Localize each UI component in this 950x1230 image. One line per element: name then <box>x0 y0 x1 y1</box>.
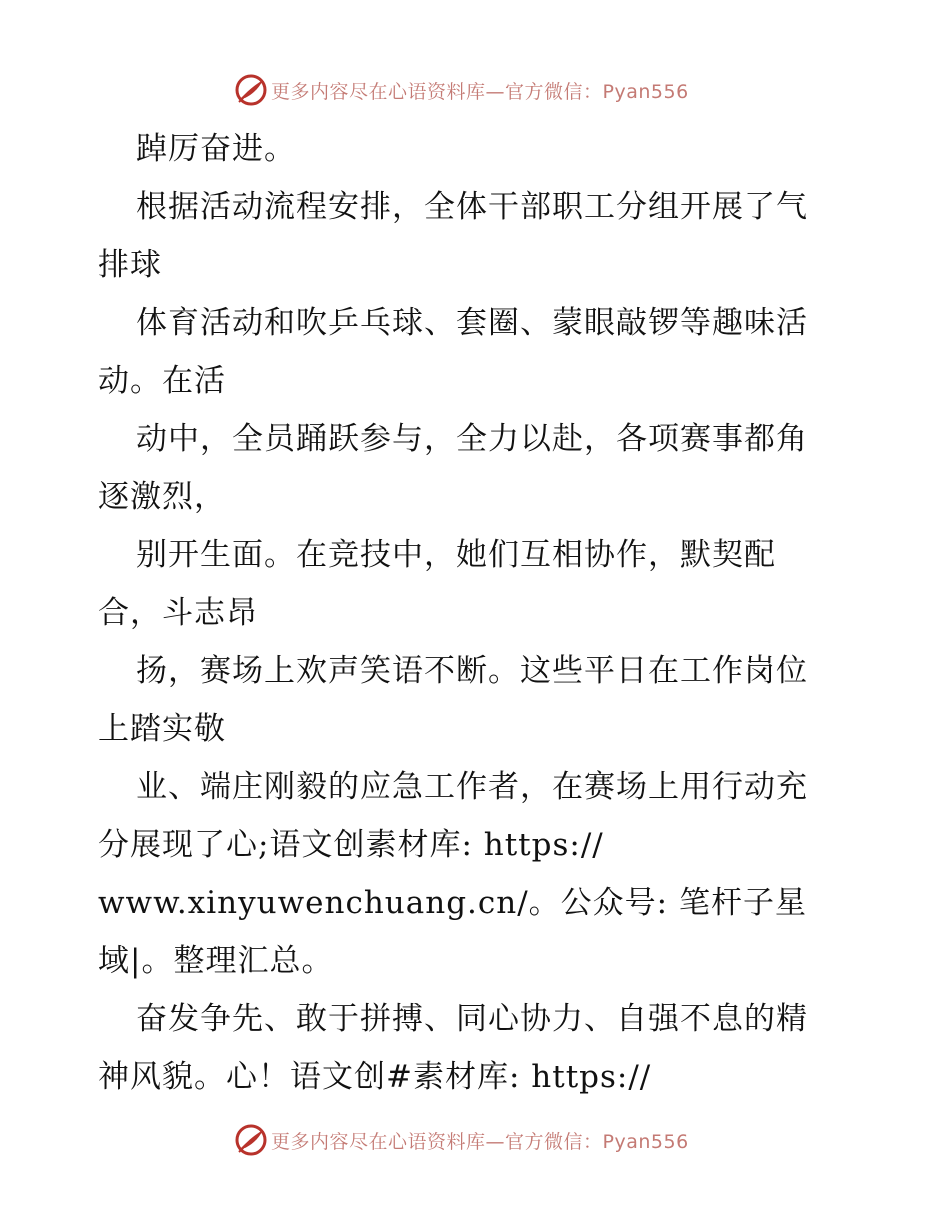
body-line: 域|。整理汇总。 <box>98 943 334 979</box>
body-line: www.xinyuwenchuang.cn/。公众号: 笔杆子星 <box>98 885 807 921</box>
quill-pen-logo-icon <box>235 74 267 106</box>
body-line: 合，斗志昂 <box>98 595 258 631</box>
body-line: 扬，赛场上欢声笑语不断。这些平日在工作岗位 <box>136 653 808 689</box>
document-body <box>98 120 858 1106</box>
body-line: 根据活动流程安排，全体干部职工分组开展了气 <box>136 189 808 225</box>
body-line: 业、端庄刚毅的应急工作者，在赛场上用行动充 <box>136 769 808 805</box>
body-line: 踔厉奋进。 <box>136 131 296 167</box>
body-line: 神风貌。心！语文创#素材库: https:// <box>98 1059 652 1095</box>
header-watermark <box>235 72 689 108</box>
body-line: 体育活动和吹乒乓球、套圈、蒙眼敲锣等趣味活 <box>136 305 808 341</box>
body-line: 别开生面。在竞技中，她们互相协作，默契配 <box>136 537 776 573</box>
body-line: 奋发争先、敢于拼搏、同心协力、自强不息的精 <box>136 1001 808 1037</box>
body-line: 上踏实敬 <box>98 711 226 747</box>
body-line: 逐激烈， <box>98 479 226 515</box>
watermark-text: 更多内容尽在心语资料库—官方微信：Pyan556 <box>271 80 689 103</box>
watermark-text: 更多内容尽在心语资料库—官方微信：Pyan556 <box>271 1130 689 1153</box>
body-line: 动中，全员踊跃参与，全力以赴，各项赛事都角 <box>136 421 808 457</box>
body-line: 动。在活 <box>98 363 226 399</box>
quill-pen-logo-icon <box>235 1124 267 1156</box>
footer-watermark <box>235 1122 689 1158</box>
body-line: 排球 <box>98 247 162 283</box>
body-line: 分展现了心;语文创素材库: https:// <box>98 827 604 863</box>
